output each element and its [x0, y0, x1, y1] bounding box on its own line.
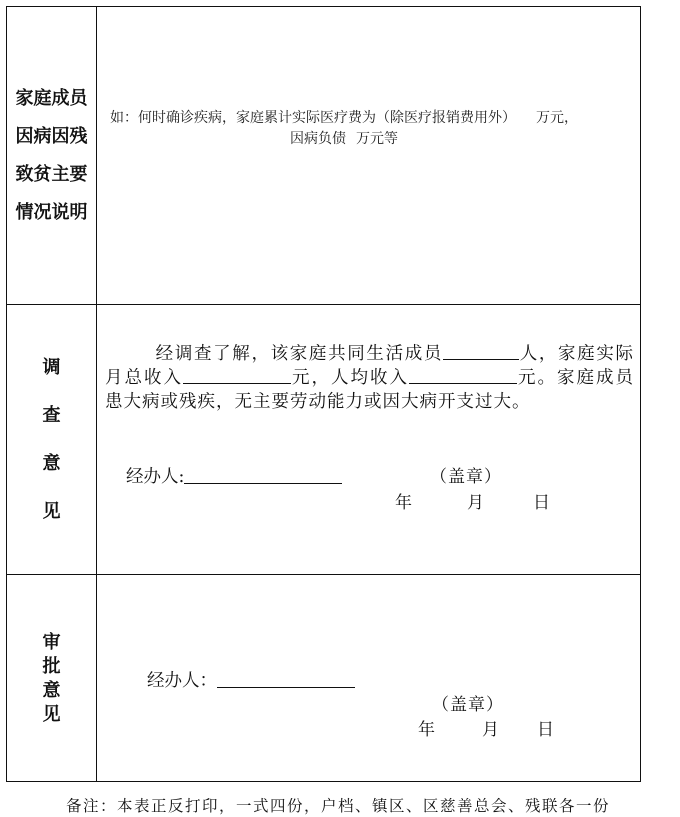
members-count-field[interactable] [443, 343, 519, 360]
survey-text-4: 元。家庭成员患大病或残疾，无主要劳动能力或因大病开支过大。 [105, 368, 634, 412]
survey-seal-label: （盖章） [430, 467, 502, 487]
example-text-1a: 如：何时确诊疾病，家庭累计实际医疗费为（除医疗报销费用外） [110, 110, 516, 126]
approval-label-char: 见 [42, 704, 61, 725]
survey-label-char: 查 [42, 404, 61, 426]
approval-date-day: 日 [537, 720, 554, 740]
survey-opinion-label-cell [7, 305, 96, 574]
approval-handler-row [147, 667, 355, 692]
row-divider-2 [7, 574, 640, 575]
approval-date-year: 年 [418, 720, 435, 740]
example-text-1b: 万元， [536, 110, 578, 126]
approval-opinion-label-cell [7, 575, 96, 783]
monthly-income-field[interactable] [183, 367, 291, 384]
survey-date-day: 日 [533, 493, 550, 513]
situation-label-cell [7, 7, 96, 304]
example-text-2b: 万元等 [356, 131, 398, 147]
survey-text-1: 经调查了解，该家庭共同生活成员 [155, 344, 444, 364]
approval-handler-label: 经办人： [147, 671, 217, 691]
situation-example-text [14, 108, 674, 150]
approval-seal-label: （盖章） [432, 695, 504, 715]
survey-text-2: 人，家庭实际月总收入 [105, 344, 635, 388]
survey-label-char: 见 [42, 500, 61, 522]
approval-handler-signature-field[interactable] [217, 671, 355, 688]
survey-handler-signature-field[interactable] [184, 467, 342, 484]
approval-label-char: 批 [42, 656, 61, 677]
situation-label-line: 致贫主要 [15, 163, 88, 185]
survey-handler-label: 经办人: [126, 467, 185, 487]
per-capita-income-field[interactable] [409, 367, 517, 384]
situation-label-line: 家庭成员 [15, 87, 88, 109]
situation-label-line: 因病因残 [15, 125, 88, 147]
survey-label-char: 调 [42, 356, 61, 378]
approval-label-char: 审 [42, 632, 61, 653]
survey-label-char: 意 [42, 452, 61, 474]
approval-label-char: 意 [42, 680, 61, 701]
survey-date-year: 年 [395, 493, 412, 513]
example-text-2a: 因病负债 [290, 131, 346, 147]
situation-label-line: 情况说明 [15, 201, 88, 223]
survey-handler-row [126, 463, 342, 488]
survey-text-3: 元，人均收入 [291, 368, 409, 388]
approval-date-month: 月 [482, 720, 499, 740]
footer-note: 备注：本表正反打印，一式四份，户档、镇区、区慈善总会、残联各一份 [66, 797, 611, 815]
survey-date-month: 月 [467, 493, 484, 513]
survey-paragraph [105, 342, 634, 414]
row-divider-1 [7, 304, 640, 305]
